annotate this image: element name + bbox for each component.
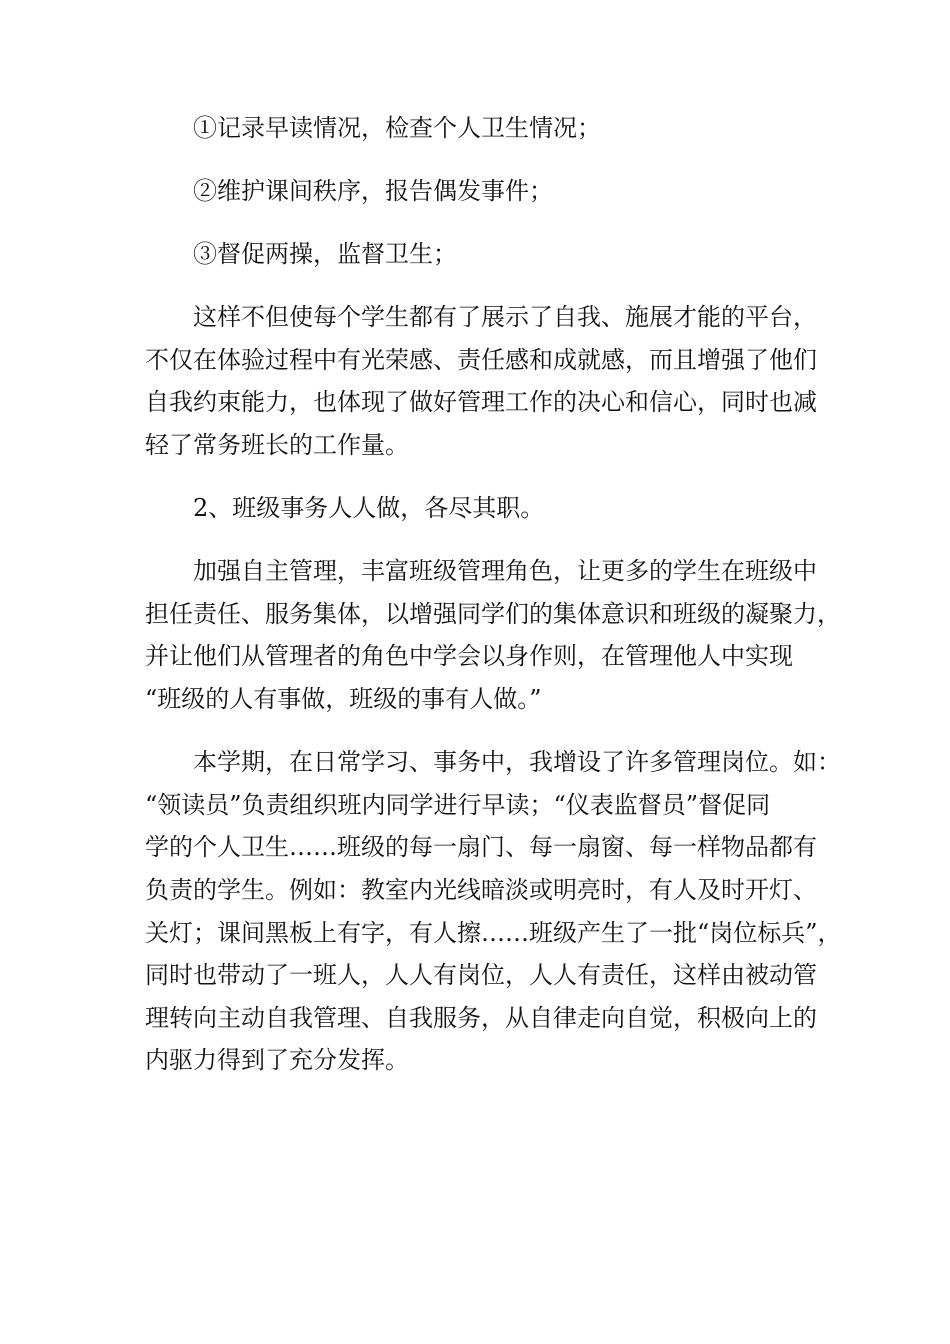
text-line: ①记录早读情况，检查个人卫生情况； xyxy=(193,114,601,142)
text-line: 2、班级事务人人做，各尽其职。 xyxy=(193,494,545,523)
text-line: 加强自主管理，丰富班级管理角色，让更多的学生在班级中 xyxy=(193,557,817,586)
paragraph-positions xyxy=(145,741,842,1082)
text-line: 并让他们从管理者的角色中学会以身作则，在管理他人中实现 xyxy=(145,642,793,671)
text-line: 轻了常务班长的工作量。 xyxy=(145,431,409,460)
paragraph-benefits xyxy=(145,296,817,466)
text-line: 这样不但使每个学生都有了展示了自我、施展才能的平台， xyxy=(193,303,817,332)
text-line: “领读员”负责组织班内同学进行早读；“仪表监督员”督促同 xyxy=(145,790,771,819)
list-item-class-order xyxy=(145,170,807,213)
section-heading xyxy=(145,487,807,530)
paragraph-self-management xyxy=(145,550,841,720)
text-line: 不仅在体验过程中有光荣感、责任感和成就感，而且增强了他们 xyxy=(145,345,817,374)
text-line: 本学期，在日常学习、事务中，我增设了许多管理岗位。如： xyxy=(193,748,841,777)
text-line: 同时也带动了一班人，人人有岗位，人人有责任，这样由被动管 xyxy=(145,961,817,990)
text-line: 自我约束能力，也体现了做好管理工作的决心和信心，同时也减 xyxy=(145,388,817,417)
text-line: “班级的人有事做，班级的事有人做。” xyxy=(145,685,542,714)
list-item-morning-reading xyxy=(145,107,807,150)
text-line: 理转向主动自我管理、自我服务，从自律走向自觉，积极向上的 xyxy=(145,1003,817,1032)
list-item-exercises-hygiene xyxy=(145,233,807,276)
text-line: 担任责任、服务集体，以增强同学们的集体意识和班级的凝聚力， xyxy=(145,599,841,628)
text-line: ③督促两操，监督卫生； xyxy=(193,240,457,269)
document-page xyxy=(145,107,842,1102)
text-line: 内驱力得到了充分发挥。 xyxy=(145,1046,409,1075)
text-line: 关灯；课间黑板上有字，有人擦……班级产生了一批“岗位标兵”， xyxy=(145,918,842,947)
text-line: ②维护课间秩序，报告偶发事件； xyxy=(193,177,553,206)
text-line: 负责的学生。例如：教室内光线暗淡或明亮时，有人及时开灯、 xyxy=(145,875,817,904)
text-line: 学的个人卫生……班级的每一扇门、每一扇窗、每一样物品都有 xyxy=(145,833,817,862)
